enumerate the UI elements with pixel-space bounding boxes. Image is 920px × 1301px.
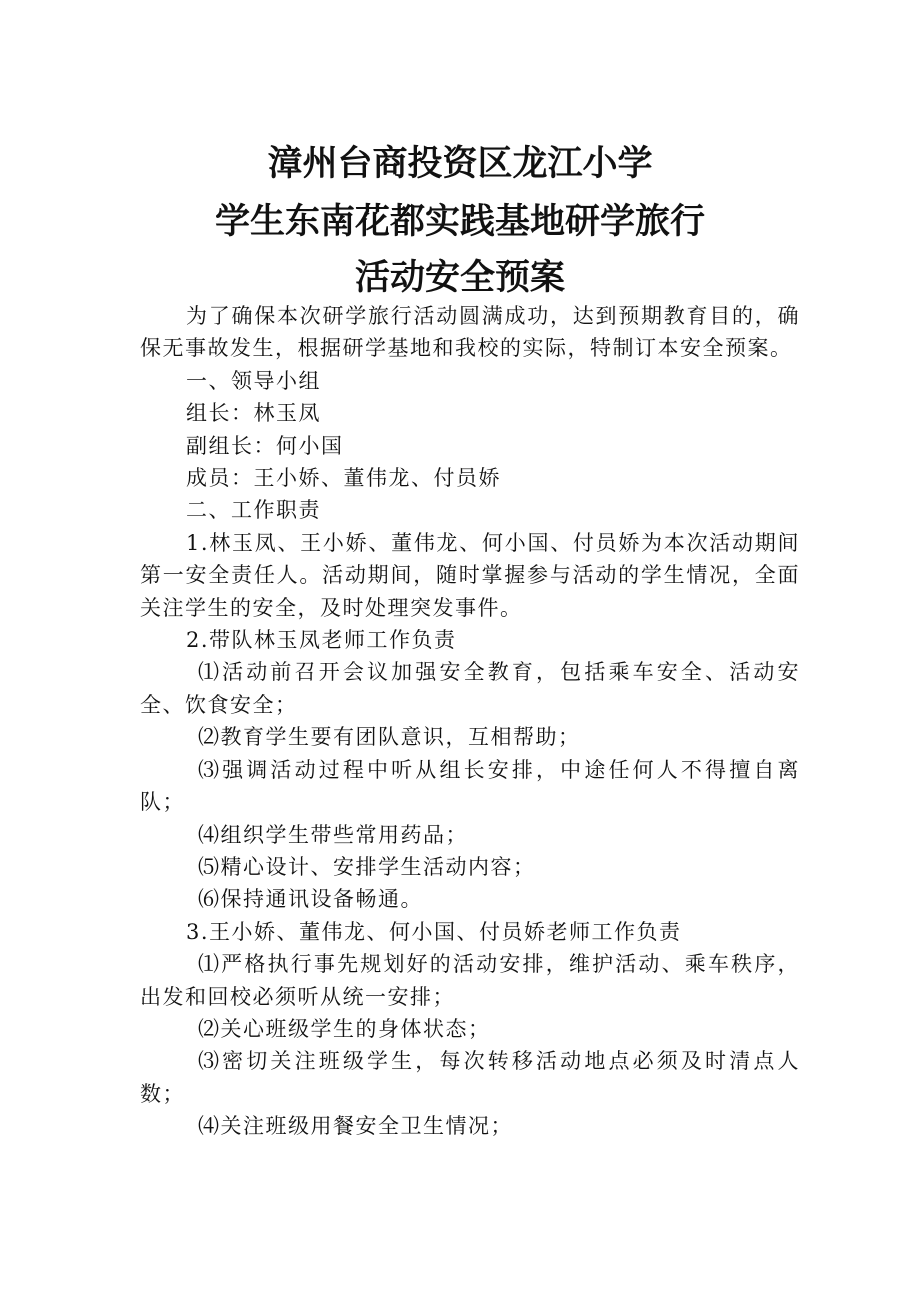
duty-item-2: 2.带队林玉凤老师工作负责 bbox=[186, 628, 457, 653]
duty-2-sub-4: ⑷组织学生带些常用药品； bbox=[198, 822, 468, 847]
document-body bbox=[140, 300, 800, 1143]
duty-2-sub-3: ⑶强调活动过程中听从组长安排，中途任何人不得擅自离队； bbox=[140, 757, 800, 815]
duty-item-1: 1.林玉凤、王小娇、董伟龙、何小国、付员娇为本次活动期间第一安全责任人。活动期间，随时掌握参与活动的学生情况，全面关注学生的安全，及时处理突发事件。 bbox=[140, 530, 800, 620]
duty-3-sub-4: ⑷关注班级用餐安全卫生情况； bbox=[198, 1114, 513, 1139]
duty-3-sub-3: ⑶密切关注班级学生，每次转移活动地点必须及时清点人数； bbox=[140, 1049, 800, 1106]
leader-line: 组长：林玉凤 bbox=[186, 401, 321, 426]
duty-2-sub-2: ⑵教育学生要有团队意识，互相帮助； bbox=[198, 725, 581, 750]
duty-item-3: 3.王小娇、董伟龙、何小国、付员娇老师工作负责 bbox=[186, 919, 682, 944]
intro-paragraph: 为了确保本次研学旅行活动圆满成功，达到预期教育目的，确保无事故发生，根据研学基地和我校的实际，特制订本安全预案。 bbox=[140, 304, 800, 361]
title-activity: 学生东南花都实践基地研学旅行 bbox=[214, 202, 705, 242]
section-heading-duties: 二、工作职责 bbox=[186, 498, 321, 523]
duty-3-sub-1: ⑴严格执行事先规划好的活动安排，维护活动、乘车秩序，出发和回校必须听从统一安排； bbox=[140, 952, 800, 1009]
duty-2-sub-6: ⑹保持通讯设备畅通。 bbox=[198, 887, 423, 912]
members-line: 成员：王小娇、董伟龙、付员娇 bbox=[186, 466, 501, 491]
duty-3-sub-2: ⑵关心班级学生的身体状态； bbox=[198, 1016, 491, 1041]
duty-2-sub-1: ⑴活动前召开会议加强安全教育，包括乘车安全、活动安全、饮食安全； bbox=[140, 660, 800, 717]
title-school: 漳州台商投资区龙江小学 bbox=[267, 144, 653, 184]
deputy-leader-line: 副组长：何小国 bbox=[186, 433, 344, 458]
title-plan: 活动安全预案 bbox=[354, 258, 565, 298]
section-heading-leadership: 一、领导小组 bbox=[186, 368, 321, 393]
duty-2-sub-5: ⑸精心设计、安排学生活动内容； bbox=[198, 854, 536, 879]
